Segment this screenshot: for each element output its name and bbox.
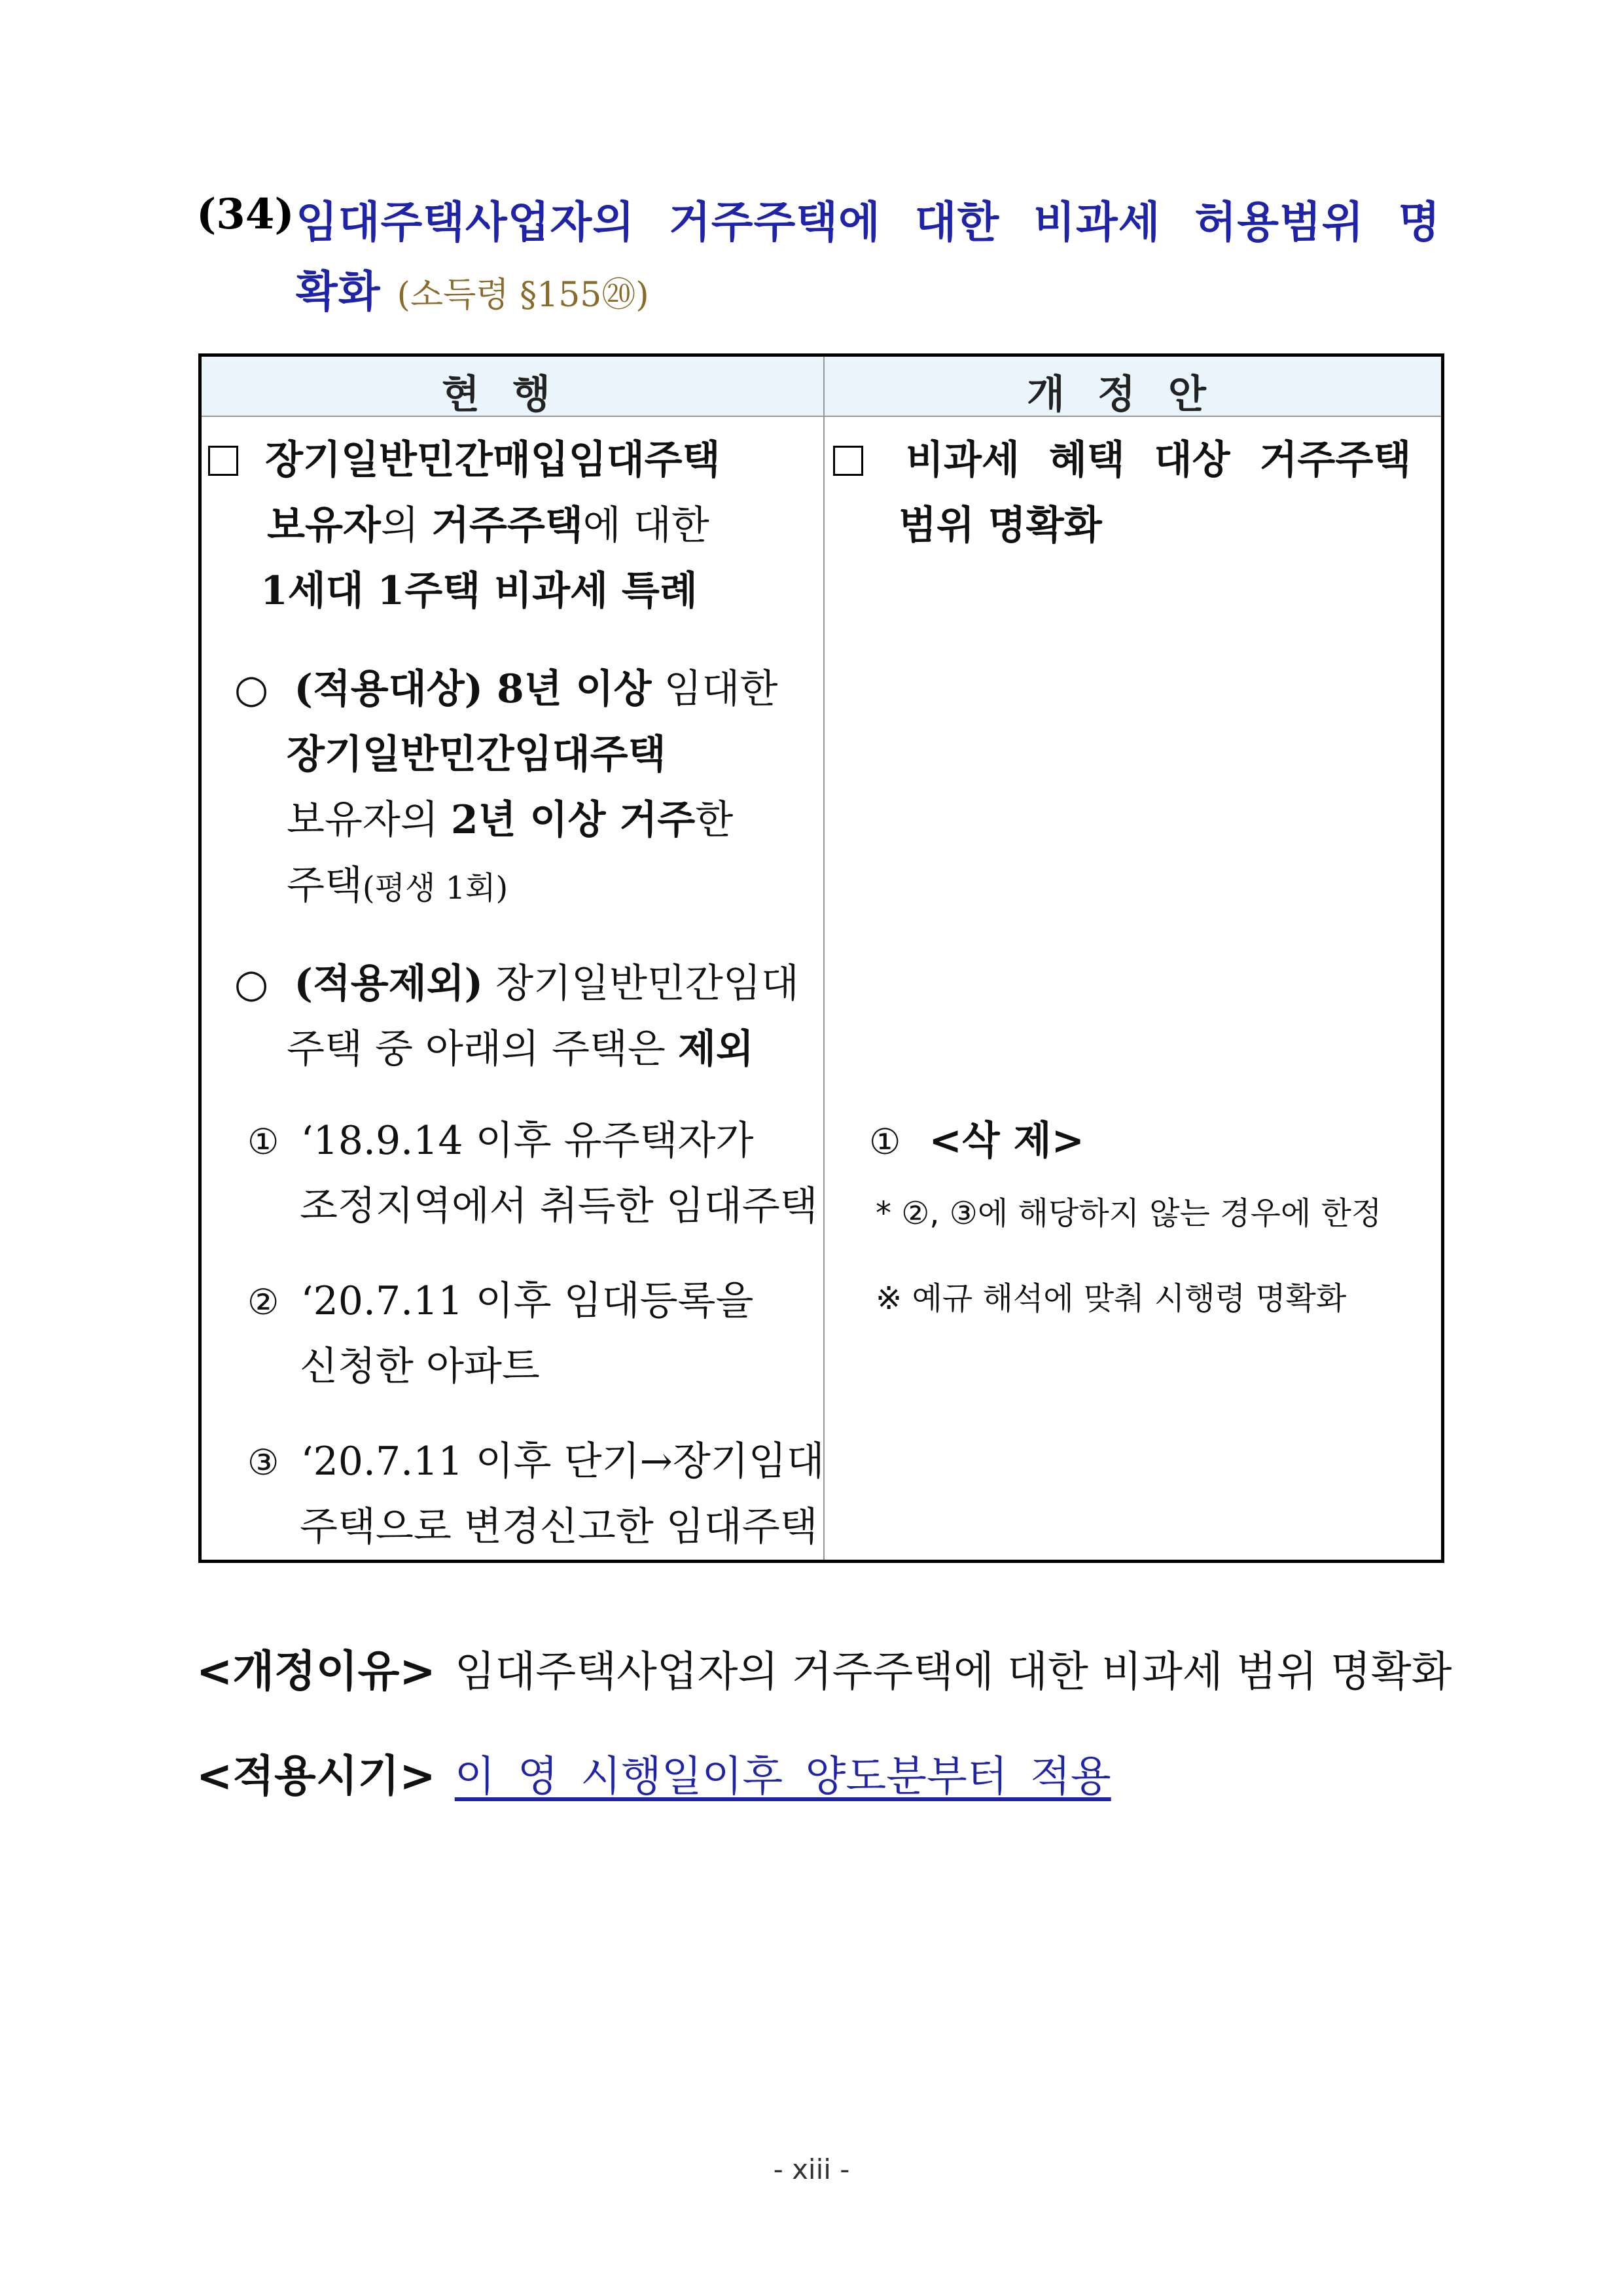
revised-note-limitation: * ②, ③에 해당하지 않는 경우에 한정 <box>876 1195 1382 1232</box>
section-title-line2 <box>296 257 649 319</box>
section-title-line1: 임대주택사업자의 거주주택에 대한 비과세 허용범위 명 <box>296 196 1441 247</box>
current-sub3-line2: 주택으로 변경신고한 임대주택 <box>300 1504 818 1550</box>
revision-reason-label: <개정이유> <box>196 1646 436 1696</box>
revision-reason-text: 임대주택사업자의 거주주택에 대한 비과세 범위 명확화 <box>454 1648 1452 1696</box>
current-item1-line1: ○ (적용대상) 8년 이상 임대한 <box>234 666 778 712</box>
revised-note-clarification: ※ 예규 해석에 맞춰 시행령 명확화 <box>876 1280 1347 1317</box>
current-item1-line3: 보유자의 2년 이상 거주한 <box>287 797 734 843</box>
current-sub3-line1: ③ ‘20.7.11 이후 단기→장기임대 <box>247 1439 825 1484</box>
current-main-line2: 보유자의 거주주택에 대한 <box>267 503 709 548</box>
bullet-circle-icon: ○ <box>234 961 269 1007</box>
application-period <box>196 1741 1111 1803</box>
page-number: - xiii - <box>773 2153 850 2185</box>
current-sub1-line2: 조정지역에서 취득한 임대주택 <box>300 1183 818 1229</box>
section-title-end: 확화 <box>296 266 381 317</box>
header-current: 현행 <box>202 357 823 417</box>
law-reference: (소득령 §155⑳) <box>397 276 649 315</box>
current-item1-line2: 장기일반민간임대주택 <box>287 732 666 778</box>
comparison-table <box>198 353 1444 1563</box>
current-sub2-line2: 신청한 아파트 <box>300 1344 540 1390</box>
current-main-line1: 장기일반민간매입임대주택 <box>208 429 721 485</box>
column-divider <box>823 357 825 1560</box>
current-main-line3: 1세대 1주택 비과세 특례 <box>260 568 698 614</box>
application-period-text: 이 영 시행일이후 양도분부터 적용 <box>454 1753 1111 1801</box>
checkbox-square-icon <box>208 446 238 476</box>
revised-sub1: ① <삭 제> <box>869 1118 1084 1164</box>
current-sub2-line1: ② ‘20.7.11 이후 임대등록을 <box>247 1278 754 1324</box>
header-revised: 개정안 <box>825 357 1441 417</box>
section-number: (34) <box>196 190 294 239</box>
revised-main-line1: 비과세 혜택 대상 거주주택 <box>833 429 1411 485</box>
current-item2-line1: ○ (적용제외) 장기일반민간임대 <box>234 961 799 1007</box>
current-item1-line4: 주택(평생 1회) <box>287 863 508 908</box>
checkbox-square-icon <box>833 446 863 476</box>
application-period-label: <적용시기> <box>196 1751 436 1801</box>
current-item2-line2: 주택 중 아래의 주택은 제외 <box>287 1026 754 1072</box>
current-sub1-line1: ① ‘18.9.14 이후 유주택자가 <box>247 1118 754 1164</box>
revised-main-line2: 범위 명확화 <box>899 503 1102 548</box>
bullet-circle-icon: ○ <box>234 666 269 712</box>
revision-reason <box>196 1636 1452 1698</box>
